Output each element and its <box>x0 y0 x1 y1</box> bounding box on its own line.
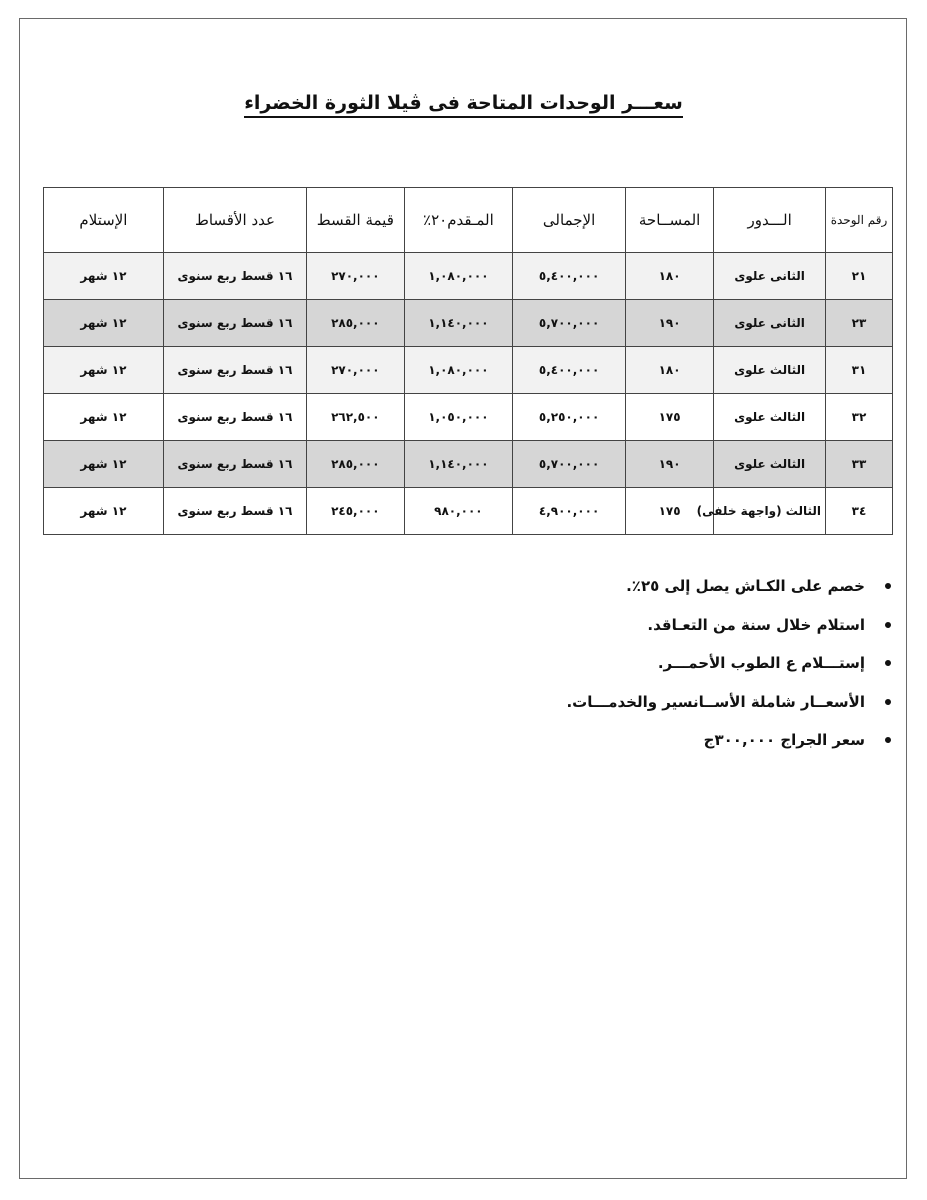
cell-floor: الثالث علوى <box>714 347 826 394</box>
bullet-icon <box>885 583 891 589</box>
list-item <box>245 611 865 650</box>
cell-installments-count: ١٦ قسط ربع سنوى <box>163 394 306 441</box>
table-row <box>44 253 893 300</box>
cell-installment: ٢٨٥,٠٠٠ <box>307 300 404 347</box>
table-row <box>44 441 893 488</box>
cell-down-payment: ١,٠٨٠,٠٠٠ <box>404 347 513 394</box>
cell-floor: الثانى علوى <box>714 253 826 300</box>
list-item <box>245 649 865 688</box>
cell-total: ٥,٢٥٠,٠٠٠ <box>513 394 626 441</box>
cell-floor: الثالث علوى <box>714 394 826 441</box>
cell-installment: ٢٧٠,٠٠٠ <box>307 253 404 300</box>
cell-down-payment: ١,١٤٠,٠٠٠ <box>404 441 513 488</box>
header-total: الإجمالى <box>513 188 626 253</box>
cell-floor: الثالث (واجهة خلفى) <box>714 488 826 535</box>
table-row <box>44 347 893 394</box>
title-text: سعـــر الوحدات المتاحة فى ڤيلا الثورة الخضراء <box>244 92 683 118</box>
header-delivery: الإستلام <box>44 188 164 253</box>
cell-installments-count: ١٦ قسط ربع سنوى <box>163 253 306 300</box>
notes-list <box>245 572 891 765</box>
cell-area: ١٨٠ <box>625 253 713 300</box>
bullet-icon <box>885 622 891 628</box>
cell-delivery: ١٢ شهر <box>44 441 164 488</box>
note-text: إستـــلام ع الطوب الأحمـــر. <box>657 654 865 672</box>
cell-installment: ٢٦٢,٥٠٠ <box>307 394 404 441</box>
cell-area: ١٩٠ <box>625 300 713 347</box>
cell-installments-count: ١٦ قسط ربع سنوى <box>163 488 306 535</box>
cell-installment: ٢٧٠,٠٠٠ <box>307 347 404 394</box>
note-text: خصم على الكـاش يصل إلى ٢٥٪. <box>626 577 865 595</box>
cell-delivery: ١٢ شهر <box>44 347 164 394</box>
note-text: الأسعــار شاملة الأســانسير والخدمـــات. <box>566 692 865 711</box>
units-price-table <box>43 187 893 535</box>
cell-delivery: ١٢ شهر <box>44 488 164 535</box>
table-header-row <box>44 188 893 253</box>
cell-total: ٤,٩٠٠,٠٠٠ <box>513 488 626 535</box>
cell-unit: ٣٣ <box>825 441 892 488</box>
cell-floor: الثالث علوى <box>714 441 826 488</box>
cell-floor: الثانى علوى <box>714 300 826 347</box>
cell-area: ١٧٥ <box>625 488 713 535</box>
header-installment: قيمة القسط <box>307 188 404 253</box>
cell-unit: ٢٣ <box>825 300 892 347</box>
header-installments-count: عدد الأقساط <box>163 188 306 253</box>
cell-down-payment: ١,٠٥٠,٠٠٠ <box>404 394 513 441</box>
cell-unit: ٣٢ <box>825 394 892 441</box>
cell-unit: ٢١ <box>825 253 892 300</box>
cell-area: ١٨٠ <box>625 347 713 394</box>
table-row <box>44 394 893 441</box>
cell-total: ٥,٧٠٠,٠٠٠ <box>513 441 626 488</box>
cell-delivery: ١٢ شهر <box>44 300 164 347</box>
list-item <box>245 726 865 765</box>
header-area: المســاحة <box>625 188 713 253</box>
cell-unit: ٣٤ <box>825 488 892 535</box>
cell-installments-count: ١٦ قسط ربع سنوى <box>163 347 306 394</box>
cell-installments-count: ١٦ قسط ربع سنوى <box>163 300 306 347</box>
cell-down-payment: ٩٨٠,٠٠٠ <box>404 488 513 535</box>
cell-area: ١٧٥ <box>625 394 713 441</box>
cell-area: ١٩٠ <box>625 441 713 488</box>
note-text: استلام خلال سنة من التعـاقد. <box>647 615 865 634</box>
cell-total: ٥,٧٠٠,٠٠٠ <box>513 300 626 347</box>
cell-delivery: ١٢ شهر <box>44 394 164 441</box>
header-floor: الـــدور <box>714 188 826 253</box>
table-row <box>44 488 893 535</box>
cell-unit: ٣١ <box>825 347 892 394</box>
header-unit: رقم الوحدة <box>825 188 892 253</box>
bullet-icon <box>885 699 891 705</box>
bullet-icon <box>885 737 891 743</box>
cell-total: ٥,٤٠٠,٠٠٠ <box>513 253 626 300</box>
cell-total: ٥,٤٠٠,٠٠٠ <box>513 347 626 394</box>
note-text: سعر الجراج ٣٠٠,٠٠٠ج <box>703 731 865 749</box>
bullet-icon <box>885 660 891 666</box>
document-title <box>0 92 927 114</box>
cell-delivery: ١٢ شهر <box>44 253 164 300</box>
header-down-payment: المـقدم٢٠٪ <box>404 188 513 253</box>
cell-installment: ٢٨٥,٠٠٠ <box>307 441 404 488</box>
cell-installments-count: ١٦ قسط ربع سنوى <box>163 441 306 488</box>
cell-down-payment: ١,١٤٠,٠٠٠ <box>404 300 513 347</box>
cell-installment: ٢٤٥,٠٠٠ <box>307 488 404 535</box>
table-row <box>44 300 893 347</box>
cell-down-payment: ١,٠٨٠,٠٠٠ <box>404 253 513 300</box>
list-item <box>245 572 865 611</box>
list-item <box>245 688 865 727</box>
